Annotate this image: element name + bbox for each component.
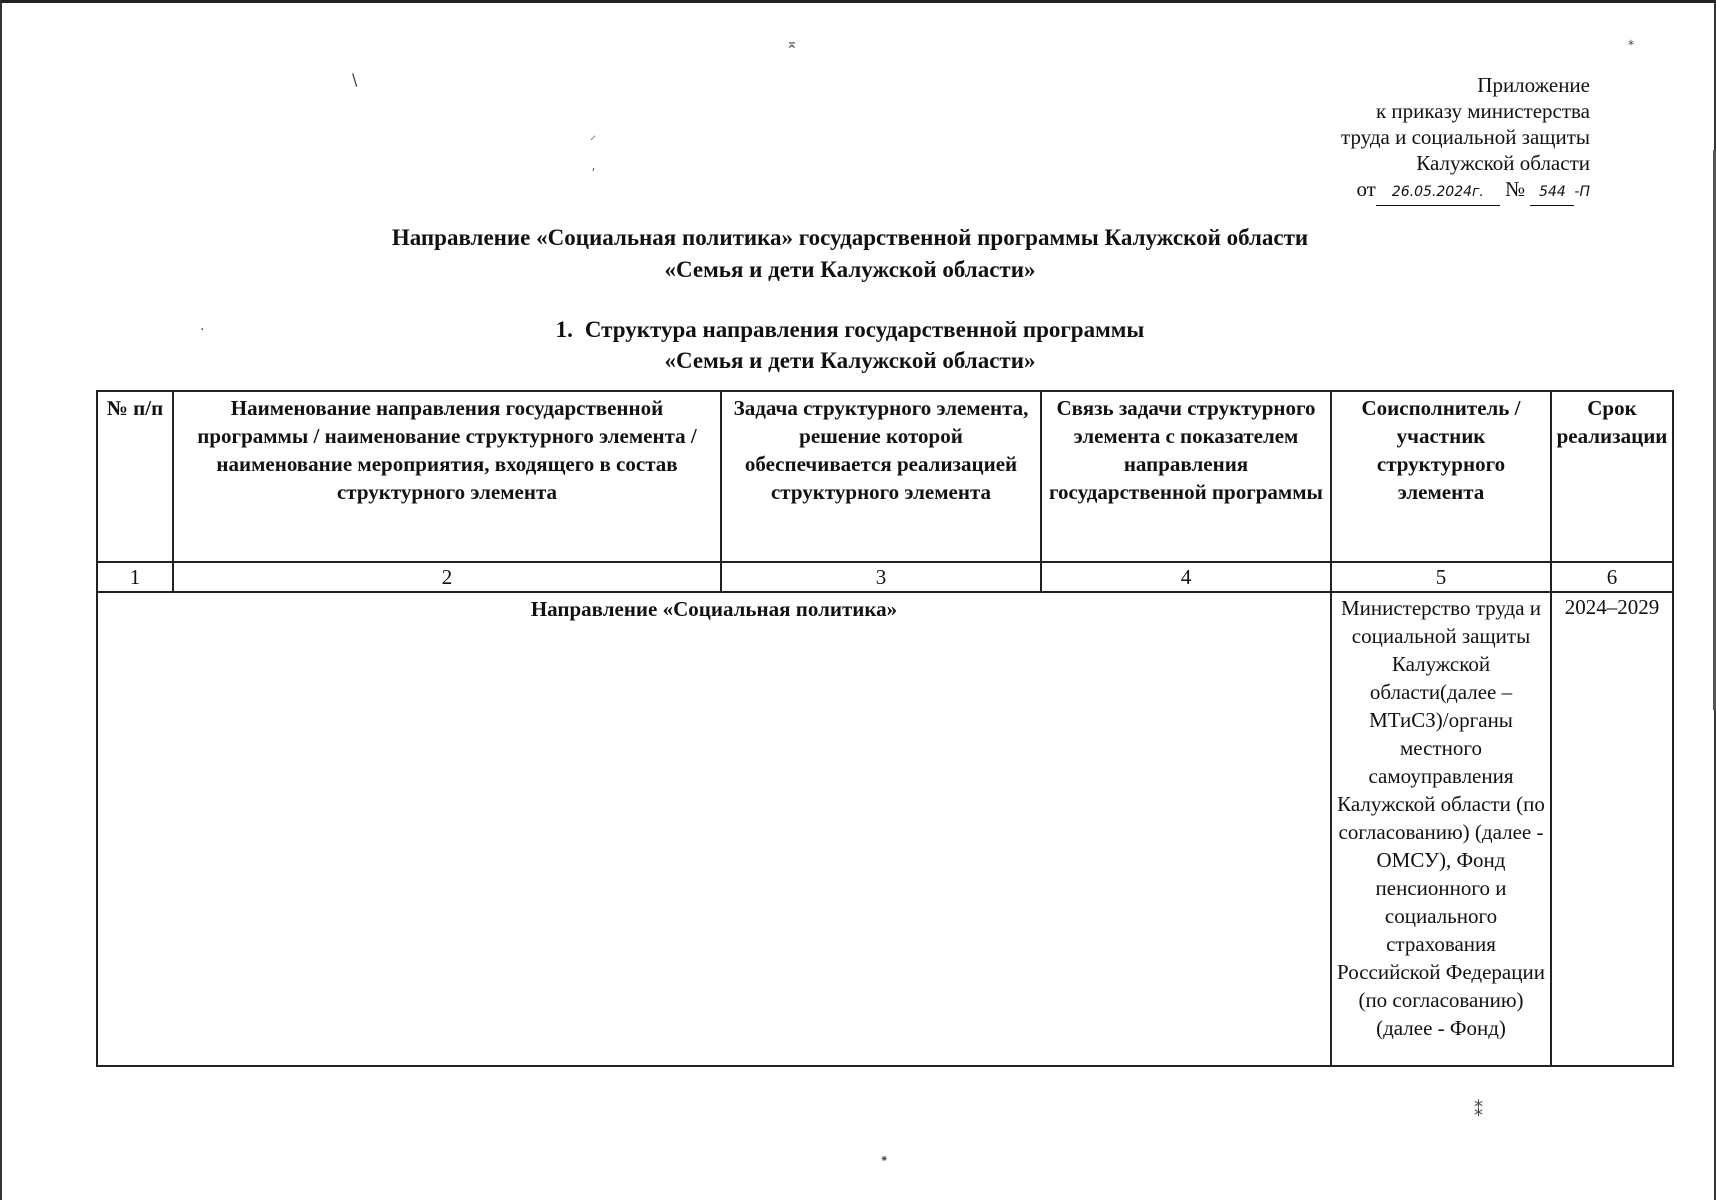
scan-speck: ⸝ xyxy=(590,128,597,142)
period-cell: 2024–2029 xyxy=(1551,592,1673,1066)
scan-speck: ⁎ xyxy=(1628,34,1634,48)
approval-line-3: труда и социальной защиты xyxy=(1341,125,1590,149)
scan-speck: ⸴ xyxy=(592,160,596,174)
column-header-link: Связь задачи структурного элемента с показателем направления государственной программы xyxy=(1041,391,1331,562)
column-number: 2 xyxy=(173,562,721,592)
column-number: 5 xyxy=(1331,562,1551,592)
column-number: 6 xyxy=(1551,562,1673,592)
section-heading xyxy=(0,314,1700,376)
approval-line-1: Приложение xyxy=(1477,73,1590,97)
column-header-coexecutor: Соисполнитель / участник структурного элемента xyxy=(1331,391,1551,562)
approval-block xyxy=(1341,72,1590,206)
section-heading-text-1: Структура направления государственной программы xyxy=(584,317,1145,342)
section-number: 1. xyxy=(555,317,573,342)
approval-line-4: Калужской области xyxy=(1416,151,1590,175)
section-heading-line-1 xyxy=(0,314,1700,345)
column-header-period: Срок реализации xyxy=(1551,391,1673,562)
table-row xyxy=(97,592,1673,1066)
scan-speck: ⁑ xyxy=(1474,1100,1483,1121)
coexecutor-cell: Министерство труда и социальной защиты Калужской области(далее – МТиСЗ)/органы местного самоуправления Калужской области (по согласованию) (далее - ОМСУ), Фонд пенсионного и социального страхования Российской Федерации (по согласованию) (далее - Фонд) xyxy=(1331,592,1551,1066)
direction-cell: Направление «Социальная политика» xyxy=(97,592,1331,1066)
document-title xyxy=(0,222,1700,286)
table-header-row xyxy=(97,391,1673,562)
order-from-label: от xyxy=(1356,177,1376,201)
scan-speck: ⌅ xyxy=(786,36,798,52)
order-number-suffix: -П xyxy=(1574,184,1590,200)
column-header-task: Задача структурного элемента, решение которой обеспечивается реализацией структурного элемента xyxy=(721,391,1041,562)
column-number-row xyxy=(97,562,1673,592)
column-number: 1 xyxy=(97,562,173,592)
scan-speck: \ xyxy=(352,70,358,89)
column-header-name: Наименование направления государственной программы / наименование структурного элемента / наименование мероприятия, входящего в состав структурного элемента xyxy=(173,391,721,562)
order-number: 544 xyxy=(1530,179,1574,206)
structure-table xyxy=(96,390,1674,1067)
column-number: 4 xyxy=(1041,562,1331,592)
order-date: 26.05.2024г. xyxy=(1376,179,1500,206)
scan-speck: ⁕ xyxy=(880,1154,889,1165)
approval-line-2: к приказу министерства xyxy=(1375,99,1590,123)
section-heading-line-2: «Семья и дети Калужской области» xyxy=(664,348,1036,373)
document-title-line-2: «Семья и дети Калужской области» xyxy=(664,257,1036,282)
approval-order-line xyxy=(1341,176,1590,206)
order-number-label: № xyxy=(1505,177,1526,201)
column-number: 3 xyxy=(721,562,1041,592)
document-title-line-1: Направление «Социальная политика» государственной программы Калужской области xyxy=(391,225,1309,250)
scan-speck: · xyxy=(200,322,205,338)
column-header-number: № п/п xyxy=(97,391,173,562)
